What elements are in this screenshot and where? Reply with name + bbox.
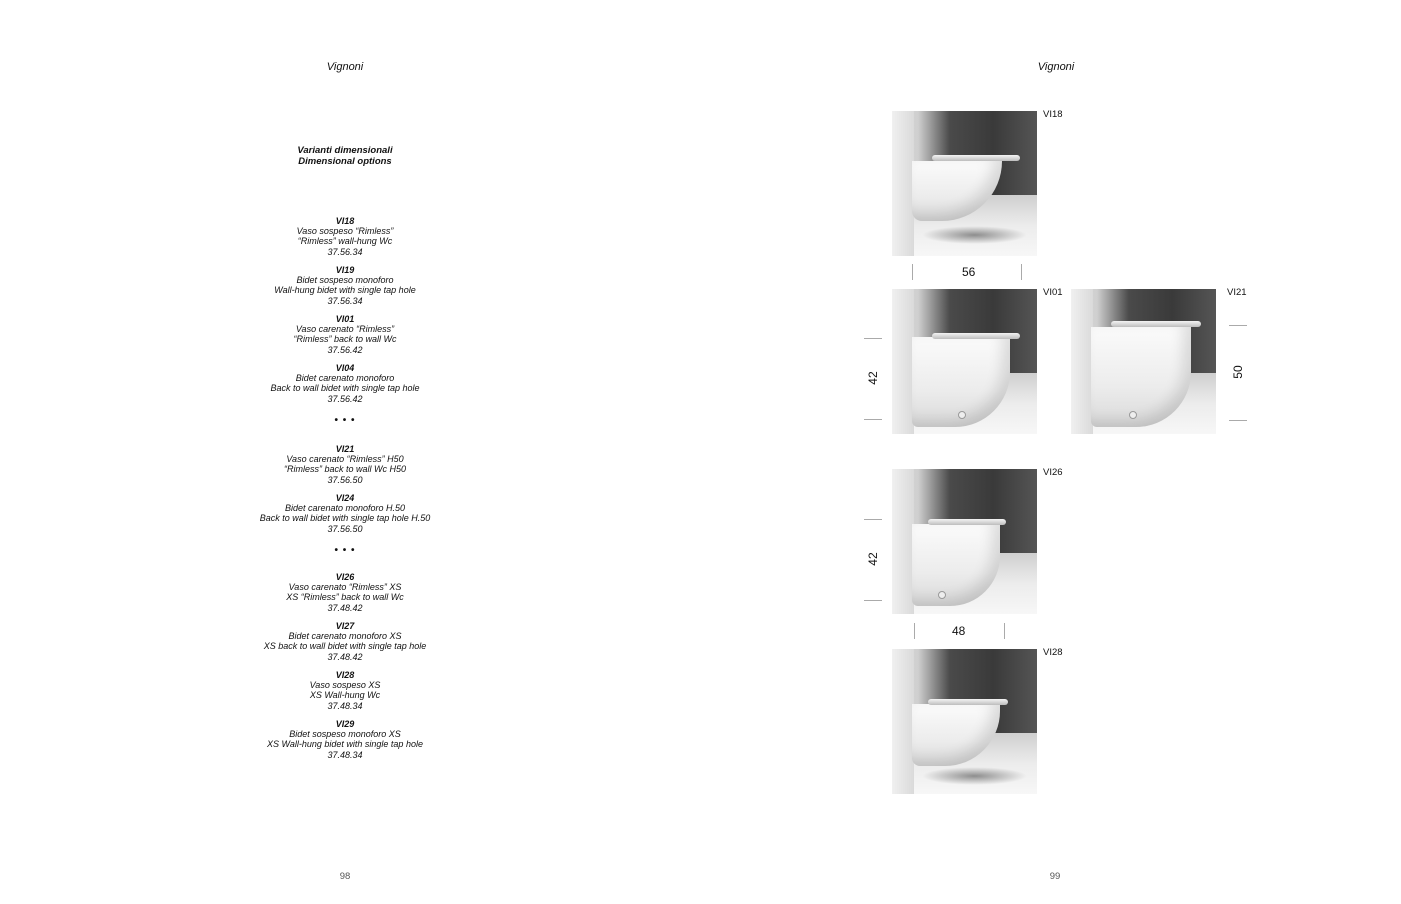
photo-wall — [892, 649, 914, 794]
dimension-tick — [1004, 623, 1005, 639]
product-code: VI26 — [335, 572, 355, 582]
flush-detail — [938, 591, 946, 599]
photo-wall — [892, 469, 914, 614]
dimension-tick — [1229, 325, 1247, 326]
product-name-en: Back to wall bidet with single tap hole H.50 — [259, 513, 431, 524]
dimension-height-42-xs: 42 — [866, 552, 880, 566]
product-name-en: XS back to wall bidet with single tap hole — [263, 641, 427, 652]
product-entry-vi28 — [225, 670, 465, 711]
product-name-it: Bidet carenato monoforo H.50 — [284, 503, 406, 514]
page-number: 99 — [1049, 871, 1061, 882]
section-heading — [245, 145, 445, 167]
product-name-it: Vaso sospeso “Rimless” — [296, 226, 394, 237]
toilet-seat — [932, 333, 1020, 339]
product-dimensions: 37.48.34 — [327, 700, 363, 711]
product-dimensions: 37.48.42 — [327, 602, 363, 613]
photo-shadow — [922, 767, 1027, 785]
product-photo-vi01 — [892, 289, 1037, 434]
dimension-width-48: 48 — [952, 624, 966, 638]
dimension-tick — [914, 623, 915, 639]
product-entry-vi18 — [225, 216, 465, 257]
product-name-it: Vaso sospeso XS — [309, 680, 381, 691]
right-page — [700, 0, 1401, 904]
dimension-height-42: 42 — [866, 371, 880, 385]
flush-detail — [1129, 411, 1137, 419]
heading-english: Dimensional options — [298, 156, 392, 167]
dimension-tick — [864, 419, 882, 420]
product-name-it: Vaso carenato “Rimless” XS — [288, 582, 402, 593]
toilet-seat — [928, 699, 1008, 705]
dimension-tick — [864, 519, 882, 520]
product-entry-vi01 — [225, 314, 465, 355]
product-name-it: Bidet sospeso monoforo — [296, 275, 394, 286]
left-page — [0, 0, 700, 904]
photo-wall — [1071, 289, 1093, 434]
product-dimensions: 37.48.42 — [327, 651, 363, 662]
product-name-en: “Rimless” back to wall Wc — [293, 334, 397, 345]
product-name-it: Bidet carenato monoforo — [295, 373, 395, 384]
product-entry-vi21 — [225, 444, 465, 485]
dimension-tick — [1021, 264, 1022, 280]
product-name-en: Back to wall bidet with single tap hole — [270, 383, 420, 394]
product-entry-vi26 — [225, 572, 465, 613]
product-dimensions: 37.48.34 — [327, 749, 363, 760]
product-dimensions: 37.56.42 — [327, 393, 363, 404]
running-title: Vignoni — [1037, 61, 1075, 73]
running-title: Vignoni — [326, 61, 364, 73]
toilet-seat — [932, 155, 1020, 161]
image-label-vi21: VI21 — [1227, 287, 1247, 298]
product-code: VI01 — [335, 314, 355, 324]
page-number: 98 — [339, 871, 351, 882]
dimension-width-56: 56 — [962, 265, 976, 279]
image-label-vi01: VI01 — [1043, 287, 1063, 298]
product-entry-vi27 — [225, 621, 465, 662]
image-label-vi28: VI28 — [1043, 647, 1063, 658]
flush-detail — [958, 411, 966, 419]
product-entry-vi29 — [225, 719, 465, 760]
dimension-height-50: 50 — [1231, 365, 1245, 379]
product-name-it: Vaso carenato “Rimless” H50 — [286, 454, 404, 465]
separator-dots: • • • — [334, 545, 356, 556]
product-name-en: “Rimless” wall-hung Wc — [297, 236, 393, 247]
product-code: VI27 — [335, 621, 355, 631]
photo-wall — [892, 289, 914, 434]
product-code: VI18 — [335, 216, 355, 226]
product-name-it: Bidet carenato monoforo XS — [288, 631, 402, 642]
separator-dots: • • • — [334, 415, 356, 426]
product-code: VI04 — [335, 363, 355, 373]
product-photo-vi21 — [1071, 289, 1216, 434]
product-name-en: XS Wall-hung bidet with single tap hole — [267, 739, 423, 750]
dimension-tick — [864, 338, 882, 339]
dimension-tick — [912, 264, 913, 280]
image-label-vi18: VI18 — [1043, 109, 1063, 120]
product-dimensions: 37.56.50 — [327, 523, 363, 534]
product-dimensions: 37.56.42 — [327, 344, 363, 355]
product-entry-vi19 — [225, 265, 465, 306]
product-name-it: Bidet sospeso monoforo XS — [289, 729, 401, 740]
product-photo-vi18 — [892, 111, 1037, 256]
product-code: VI24 — [335, 493, 355, 503]
dimension-tick — [864, 600, 882, 601]
product-dimensions: 37.56.34 — [327, 295, 363, 306]
toilet-seat — [1111, 321, 1201, 327]
image-label-vi26: VI26 — [1043, 467, 1063, 478]
product-code: VI19 — [335, 265, 355, 275]
product-name-en: Wall-hung bidet with single tap hole — [274, 285, 416, 296]
product-name-en: XS Wall-hung Wc — [309, 690, 381, 701]
dimension-tick — [1229, 420, 1247, 421]
product-name-en: “Rimless” back to wall Wc H50 — [283, 464, 407, 475]
product-name-it: Vaso carenato “Rimless” — [295, 324, 395, 335]
product-photo-vi26 — [892, 469, 1037, 614]
product-entry-vi04 — [225, 363, 465, 404]
product-photo-vi28 — [892, 649, 1037, 794]
toilet-seat — [928, 519, 1006, 525]
product-entry-vi24 — [225, 493, 465, 534]
product-name-en: XS “Rimless” back to wall Wc — [286, 592, 404, 603]
product-code: VI29 — [335, 719, 355, 729]
photo-shadow — [922, 226, 1027, 244]
product-code: VI28 — [335, 670, 355, 680]
photo-wall — [892, 111, 914, 256]
product-dimensions: 37.56.50 — [327, 474, 363, 485]
product-code: VI21 — [335, 444, 355, 454]
product-dimensions: 37.56.34 — [327, 246, 363, 257]
heading-italian: Varianti dimensionali — [297, 145, 393, 156]
